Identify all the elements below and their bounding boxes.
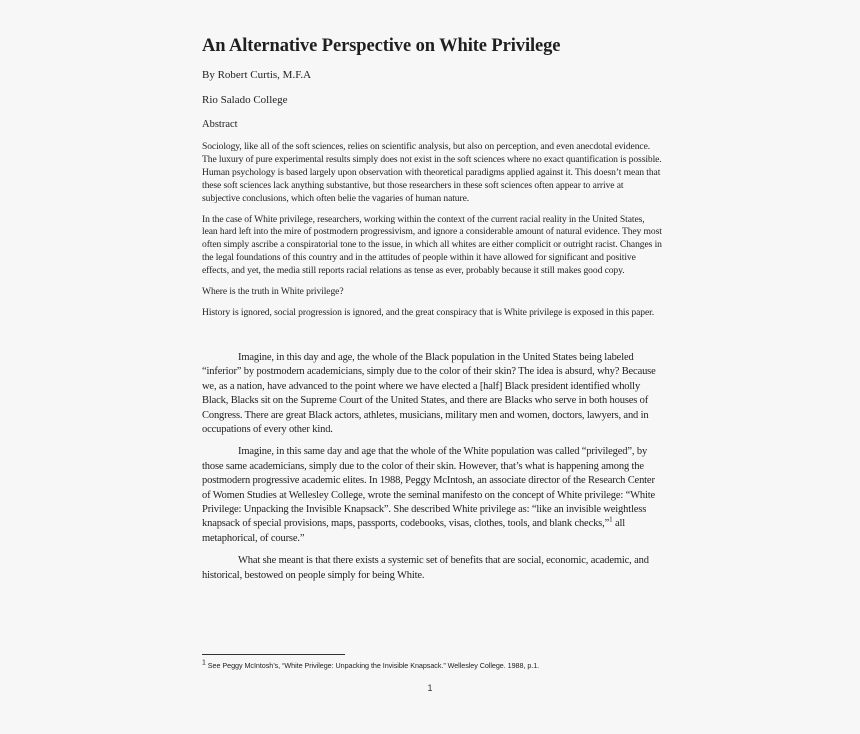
document-content <box>202 36 662 591</box>
body-paragraph-2-text: Imagine, in this same day and age that the whole of the White population was called “privileged”, by those same academicians, simply due to the color of their skin. However, that’s what is happening among the postmodern progressive academic elites. In 1988, Peggy McIntosh, an associate director of the Research Center of Women Studies at Wellesley College, wrote the seminal manifesto on the concept of White privilege: “White Privilege: Unpacking the Invisible Knapsack”. She described White privilege as: “like an invisible weightless knapsack of special provisions, maps, passports, codebooks, visas, clothes, tools, and blank checks,” <box>202 446 656 530</box>
abstract-paragraph-1: Sociology, like all of the soft sciences, relies on scientific analysis, but also on perception, and even anecdotal evidence. The luxury of pure experimental results simply does not exist in the soft sciences where no exact quantification is possible. Human psychology is based largely upon observation with theoretical paradigms applied against it. This doesn’t mean that these soft sciences lack anything substantive, but those researchers in these soft sciences often appear to arrive at subjective conclusions, which often belie the vagaries of human nature. <box>202 141 662 204</box>
body-paragraph-3: What she meant is that there exists a systemic set of benefits that are social, economic, academic, and historical, bestowed on people simply for being White. <box>202 555 649 581</box>
abstract-question: Where is the truth in White privilege? <box>202 286 344 298</box>
footnote <box>202 661 672 670</box>
body-paragraph-2 <box>202 445 662 546</box>
abstract-heading: Abstract <box>202 119 238 130</box>
section-spacer <box>202 328 662 351</box>
body-paragraph-2-tail: all metaphorical, of course.” <box>202 518 625 544</box>
document-title: An Alternative Perspective on White Privilege <box>202 36 561 56</box>
page-number: 1 <box>427 683 433 693</box>
institution-line: Rio Salado College <box>202 94 288 106</box>
footnote-divider <box>202 654 345 655</box>
footnote-marker: 1 <box>202 659 206 667</box>
footnote-text: See Peggy McIntosh’s, “White Privilege: Unpacking the Invisible Knapsack.” Wellesley College. 1988, p.1. <box>207 661 540 670</box>
author-line: By Robert Curtis, M.F.A <box>202 69 312 81</box>
abstract-paragraph-2: In the case of White privilege, researchers, working within the context of the current racial reality in the United States, lean hard left into the mire of postmodern progressivism, and ignore a considerable amount of natural evidence. They most often simply ascribe a conspiratorial tone to the issue, in which all whites are either complicit or outright racist. Changes in the legal foundations of this country and in the attitudes of people within it have allowed for significant and positive effects, and yet, the media still reports racial relations as tense as ever, probably because it still makes good copy. <box>202 213 662 277</box>
footnote-reference: 1 <box>609 515 613 524</box>
body-paragraph-1: Imagine, in this day and age, the whole of the Black population in the United States being labeled “inferior” by postmodern academicians, simply due to the color of their skin? The idea is absurd, why? Because we, as a nation, have advanced to the point where we have elected a [half] Black president identified wholly Black, Blacks sit on the Supreme Court of the United States, and there are Blacks who serve in both houses of Congress. There are great Black actors, athletes, musicians, military men and women, doctors, lawyers, and in occupations of every other kind. <box>202 351 656 435</box>
abstract-paragraph-3: History is ignored, social progression is ignored, and the great conspiracy that is White privilege is exposed in this paper. <box>202 306 654 318</box>
